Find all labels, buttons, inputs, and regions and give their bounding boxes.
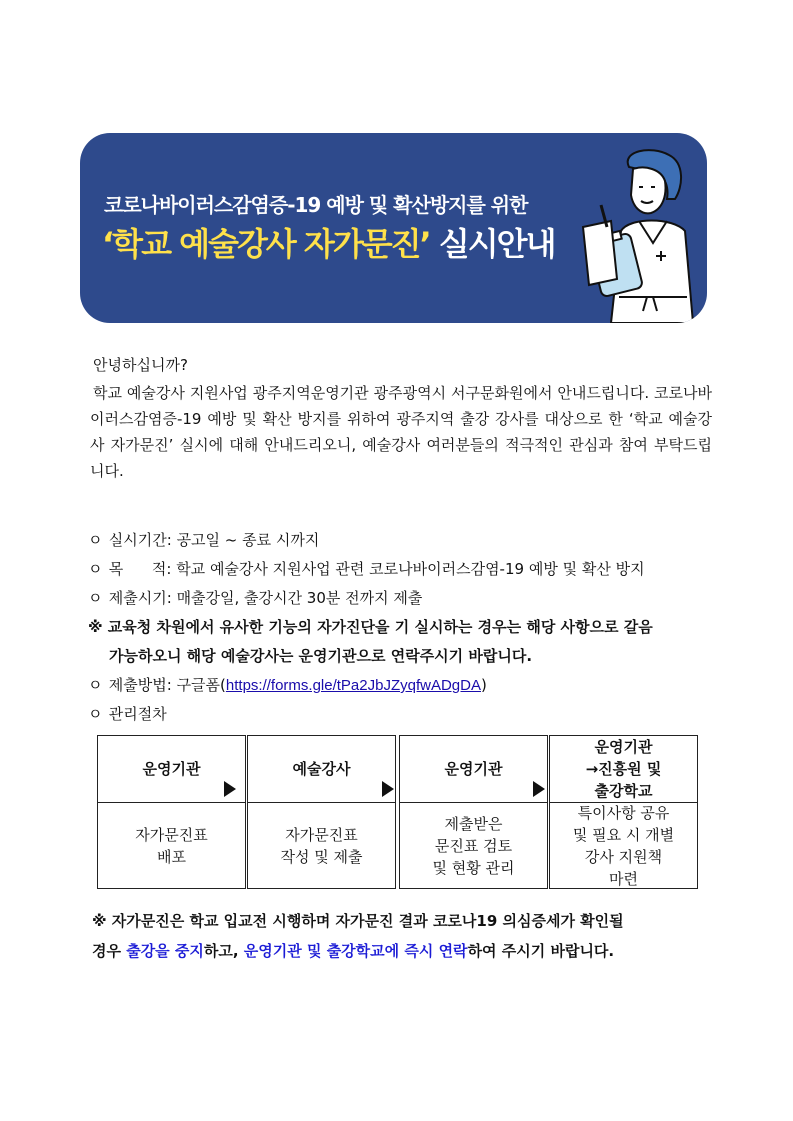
banner-title-rest: 실시안내 bbox=[429, 225, 555, 263]
info-list bbox=[88, 526, 718, 729]
google-form-link[interactable]: https://forms.gle/tPa2JbJZyqfwADgDA bbox=[225, 677, 481, 694]
arrow-right-icon bbox=[382, 781, 394, 797]
arrow-right-icon bbox=[533, 781, 545, 797]
flow-step-head: 운영기관 →진흥원 및 출강학교 bbox=[550, 736, 697, 803]
greeting-text: 안녕하십니까? bbox=[93, 356, 188, 374]
final-text: 경우 bbox=[92, 942, 127, 960]
period-text: 실시기간: 공고일 ~ 종료 시까지 bbox=[108, 531, 320, 549]
nurse-illustration-icon bbox=[581, 147, 701, 323]
banner-title bbox=[102, 219, 555, 265]
flow-step-body: 자가문진표 배포 bbox=[135, 826, 208, 866]
intro-text: 학교 예술강사 지원사업 광주지역운영기관 광주광역시 서구문화원에서 안내드립니다. 코로나바이러스감염증-19 예방 및 확산 방지를 위하여 광주지역 출강 강사를 대상으로 한 ‘학교 예술강사 자가문진’ 실시에 대해 안내드리오니, 예술강사 여러분들의 적극적인 관심과 참여 부탁드립니다. bbox=[90, 384, 712, 480]
banner-subtitle: 코로나바이러스감염증-19 예방 및 확산방지를 위한 bbox=[104, 193, 528, 217]
purpose-text: 목 적: 학교 예술강사 지원사업 관련 코로나바이러스감염-19 예방 및 확산 방지 bbox=[108, 560, 645, 578]
procedure-text: 관리절차 bbox=[108, 705, 167, 723]
method-suffix: ) bbox=[481, 676, 487, 694]
final-text: 하여 주시기 바랍니다. bbox=[467, 942, 615, 960]
final-emphasis-stop: 출강을 중지 bbox=[126, 942, 204, 960]
list-item-submit-time bbox=[88, 584, 718, 613]
final-line-2 bbox=[92, 936, 712, 966]
arrow-right-icon bbox=[224, 781, 236, 797]
list-item-purpose bbox=[88, 555, 718, 584]
flow-step-body: 자가문진표 작성 및 제출 bbox=[280, 826, 363, 866]
note-line-1: ※ 교육청 차원에서 유사한 기능의 자가진단을 기 실시하는 경우는 해당 사항으로 갈음 bbox=[88, 618, 653, 636]
flow-step-3 bbox=[399, 735, 548, 889]
flow-step-2 bbox=[247, 735, 396, 889]
bullet-icon: ㅇ bbox=[88, 531, 103, 549]
flow-step-head: 예술강사 bbox=[248, 736, 395, 803]
method-prefix: 제출방법: 구글폼( bbox=[108, 676, 226, 694]
final-line-1: ※ 자가문진은 학교 입교전 시행하며 자가문진 결과 코로나19 의심증세가 확인될 bbox=[92, 912, 624, 930]
submit-time-text: 제출시기: 매출강일, 출강시간 30분 전까지 제출 bbox=[108, 589, 423, 607]
list-item-period bbox=[88, 526, 718, 555]
final-emphasis-contact: 운영기관 및 출강학교에 즉시 연락 bbox=[243, 942, 468, 960]
flow-step-head: 운영기관 bbox=[400, 736, 547, 803]
flow-step-head: 운영기관 bbox=[98, 736, 245, 803]
flow-step-4 bbox=[549, 735, 698, 889]
list-item-procedure bbox=[88, 700, 718, 729]
bullet-icon: ㅇ bbox=[88, 705, 103, 723]
list-item-method bbox=[88, 671, 718, 700]
final-notice bbox=[92, 906, 712, 966]
bullet-icon: ㅇ bbox=[88, 589, 103, 607]
banner-title-highlight: ‘학교 예술강사 자가문진’ bbox=[102, 225, 430, 263]
flow-step-body: 특이사항 공유 및 필요 시 개별 강사 지원책 마련 bbox=[572, 804, 675, 888]
flow-step-1 bbox=[97, 735, 246, 889]
flow-step-body: 제출받은 문진표 검토 및 현황 관리 bbox=[432, 815, 515, 877]
note-line-2: 가능하오니 해당 예술강사는 운영기관으로 연락주시기 바랍니다. bbox=[109, 647, 533, 665]
intro-paragraph bbox=[90, 380, 712, 484]
header-banner bbox=[80, 133, 707, 323]
final-text: 하고, bbox=[203, 942, 244, 960]
bullet-icon: ㅇ bbox=[88, 676, 103, 694]
bullet-icon: ㅇ bbox=[88, 560, 103, 578]
